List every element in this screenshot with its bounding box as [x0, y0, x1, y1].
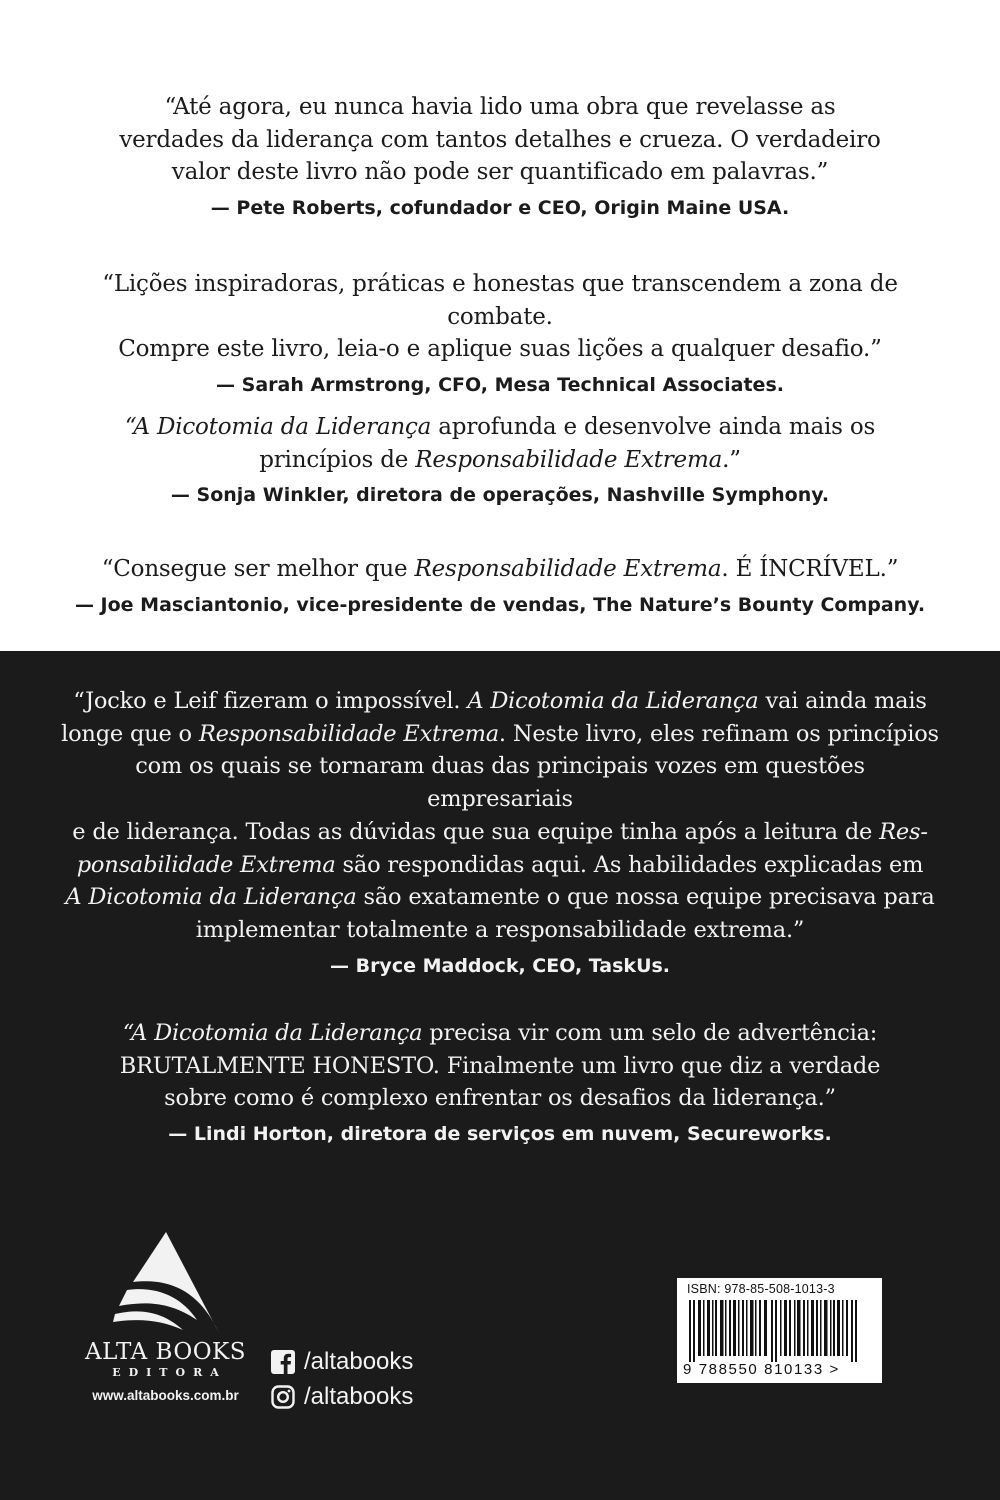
quote-text: “Consegue ser melhor que Responsabilidade Extrema. É ÍNCRÍVEL.” — [101, 556, 899, 582]
quote-attribution: — Pete Roberts, cofundador e CEO, Origin Maine USA. — [210, 196, 790, 219]
quote-attribution: — Joe Masciantonio, vice-presidente de vendas, The Nature’s Bounty Company. — [74, 593, 926, 616]
quote-sonja-winkler — [60, 411, 940, 508]
quote-attribution: — Bryce Maddock, CEO, TaskUs. — [329, 954, 671, 977]
instagram-handle: /altabooks — [304, 1383, 414, 1410]
quote-attribution: — Sarah Armstrong, CFO, Mesa Technical Associates. — [216, 373, 784, 396]
quote-text: “A Dicotomia da Liderança aprofunda e desenvolve ainda mais os princípios de Responsabilidade Extrema.” — [124, 414, 876, 473]
instagram-icon — [270, 1384, 296, 1410]
quote-attribution: — Sonja Winkler, diretora de operações, Nashville Symphony. — [170, 484, 830, 506]
publisher-url: www.altabooks.com.br — [92, 1388, 239, 1403]
quote-lindi-horton — [60, 1017, 940, 1147]
quote-text: “Até agora, eu nunca havia lido uma obra que revelasse as verdades da liderança com tantos detalhes e crueza. O verdadeiro valor deste livro não pode ser quantificado em palavras.” — [119, 94, 881, 185]
publisher-sub: EDITORA — [112, 1366, 227, 1379]
facebook-handle: /altabooks — [304, 1348, 414, 1375]
publisher-logo — [78, 1230, 253, 1405]
barcode-bars — [687, 1300, 872, 1362]
publisher-name: ALTA BOOKS — [85, 1339, 246, 1365]
quote-pete-roberts — [60, 91, 940, 221]
quote-sarah-armstrong — [60, 268, 940, 398]
quote-text: “Lições inspiradoras, práticas e honestas que transcendem a zona de combate. Compre este livro, leia-o e aplique suas lições a qualquer desafio.” — [102, 271, 898, 362]
quote-text: “Jocko e Leif fizeram o impossível. A Dicotomia da Liderança vai ainda mais longe que o Responsabilidade Extrema. Neste livro, eles refinam os princípios com os quais se tornaram duas das principais vozes em questões empresariais e de liderança. Todas as dúvidas que sua equipe tinha após a leitura de Res- ponsabilidade Extrema são respondidas aqui. As habilidades explicadas em A Dicotomia da Liderança são exatamente o que nossa equipe precisava para implementar totalmente a responsabilidade extrema.” — [61, 688, 939, 943]
barcode-digits: 9 788550 810133 > — [683, 1361, 840, 1378]
facebook-icon — [270, 1349, 296, 1375]
quote-joe-masciantonio — [60, 553, 940, 618]
social-instagram — [270, 1380, 413, 1414]
isbn-label: ISBN: 978-85-508-1013-3 — [687, 1282, 835, 1296]
social-links — [270, 1345, 413, 1415]
isbn-barcode — [677, 1278, 882, 1383]
social-facebook — [270, 1345, 413, 1379]
quote-attribution: — Lindi Horton, diretora de serviços em nuvem, Secureworks. — [168, 1123, 832, 1146]
quote-text: “A Dicotomia da Liderança precisa vir com um selo de advertência: BRUTALMENTE HONESTO. Finalmente um livro que diz a verdade sobre como é complexo enfrentar os desafios da liderança.” — [119, 1020, 881, 1112]
quote-bryce-maddock — [60, 685, 940, 979]
triangle-logo-icon — [111, 1230, 221, 1335]
top-white-panel — [0, 0, 1000, 651]
